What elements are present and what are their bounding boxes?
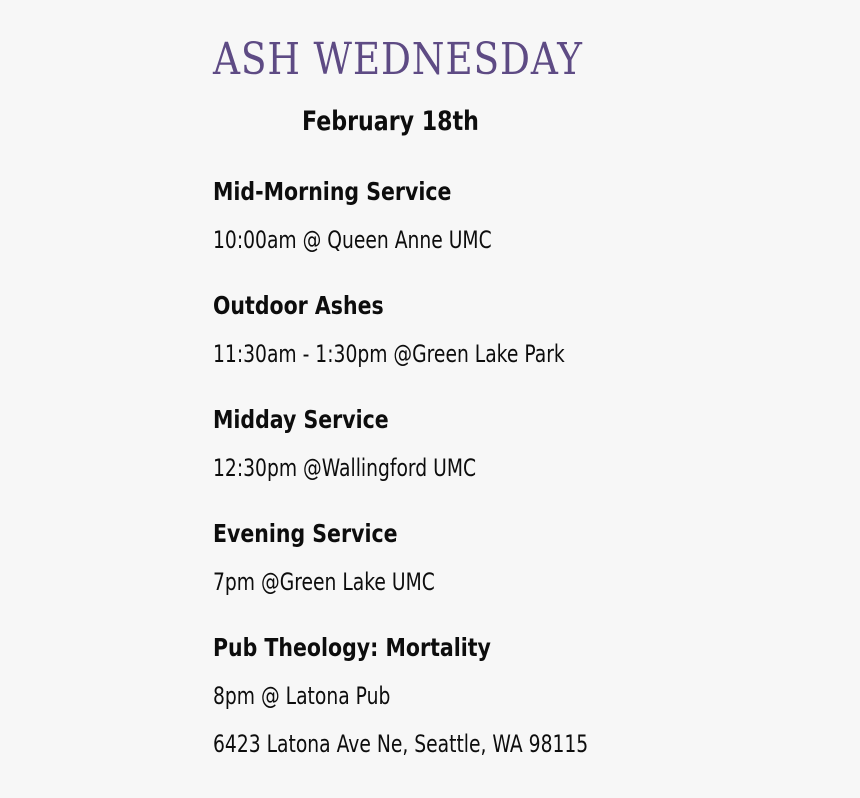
event-title: Midday Service: [213, 405, 389, 434]
event-pub-theology: [213, 631, 813, 761]
event-title: Outdoor Ashes: [213, 291, 384, 320]
event-mid-morning-service: [213, 175, 813, 257]
event-outdoor-ashes: [213, 289, 813, 371]
event-time-location: 12:30pm @Wallingford UMC: [213, 454, 477, 482]
event-time-location: 7pm @Green Lake UMC: [213, 568, 435, 596]
event-date: February 18th: [302, 106, 479, 137]
event-time-location: 11:30am - 1:30pm @Green Lake Park: [213, 340, 565, 368]
event-time-location: 8pm @ Latona Pub: [213, 682, 391, 710]
event-title: Mid-Morning Service: [213, 177, 452, 206]
event-title: Evening Service: [213, 519, 398, 548]
event-midday-service: [213, 403, 813, 485]
event-address: 6423 Latona Ave Ne, Seattle, WA 98115: [213, 730, 589, 758]
page-title: ASH WEDNESDAY: [213, 34, 583, 85]
event-time-location: 10:00am @ Queen Anne UMC: [213, 226, 492, 254]
event-title: Pub Theology: Mortality: [213, 633, 491, 662]
event-evening-service: [213, 517, 813, 599]
